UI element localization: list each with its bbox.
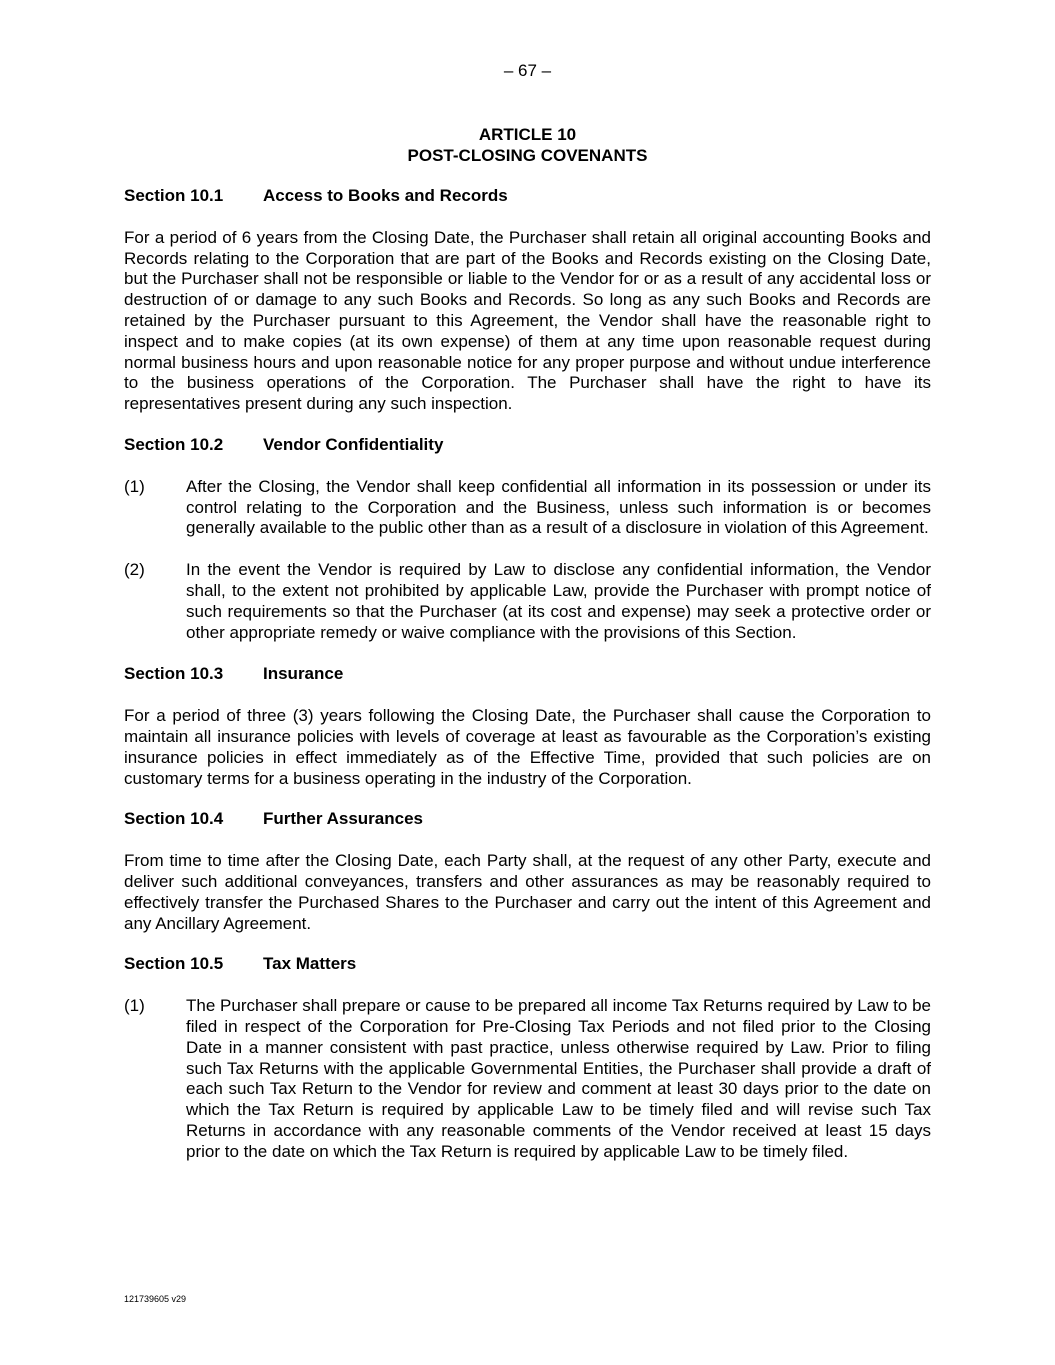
section-number: Section 10.1 xyxy=(124,186,224,205)
subsection-10-2-1 xyxy=(124,477,931,539)
section-heading-10-5 xyxy=(124,954,931,975)
section-title: Tax Matters xyxy=(263,954,357,974)
section-title: Vendor Confidentiality xyxy=(263,434,444,454)
article-heading xyxy=(0,124,1055,166)
section-number: Section 10.2 xyxy=(124,434,224,454)
section-10-1-paragraph: For a period of 6 years from the Closing Date, the Purchaser shall retain all original accounting Books and Records relating to the Corporation that are part of the Books and Records existing on the Closing Date, but the Purchaser shall not be responsible or liable to the Vendor for or as a result of any accidental loss or destruction of or damage to any such Books and Records. So long as any such Books and Records are retained by the Purchaser pursuant to this Agreement, the Vendor shall have the reasonable right to inspect and to make copies (at its own expense) of them at any time upon reasonable request during normal business hours and upon reasonable notice for any proper purpose and without undue interference to the business operations of the Corporation. The Purchaser shall have the right to have its representatives present during any such inspection. xyxy=(124,227,931,414)
subsection-text: After the Closing, the Vendor shall keep confidential all information in its possession or under its control relating to the Corporation and the Business, unless such information is or becomes generally available to the public other than as a result of a disclosure in violation of this Agreement. xyxy=(186,476,931,538)
subsection-label: (1) xyxy=(124,476,145,496)
section-title: Access to Books and Records xyxy=(263,186,508,205)
subsection-10-5-1 xyxy=(124,996,931,1162)
subsection-text: The Purchaser shall prepare or cause to be prepared all income Tax Returns required by Law to be filed in respect of the Corporation for Pre-Closing Tax Periods and not filed prior to the Closing Date in a manner consistent with past practice, unless otherwise required by Law. Prior to filing such Tax Returns with the applicable Governmental Entities, the Purchaser shall provide a draft of each such Tax Return to the Vendor for review and comment at least 30 days prior to the date on which the Tax Return is required by applicable Law to be timely filed and will revise such Tax Returns in accordance with any reasonable comments of the Vendor received at least 15 days prior to the date on which the Tax Return is required by applicable Law to be timely filed. xyxy=(186,996,931,1161)
subsection-10-2-2 xyxy=(124,560,931,643)
section-title: Insurance xyxy=(263,664,344,684)
article-number: ARTICLE 10 xyxy=(478,125,577,144)
document-id-footer: 121739605 v29 xyxy=(124,1294,187,1304)
section-heading-10-1 xyxy=(124,186,931,207)
article-title: POST-CLOSING COVENANTS xyxy=(407,146,648,165)
subsection-label: (1) xyxy=(124,996,145,1016)
section-number: Section 10.4 xyxy=(124,809,224,829)
section-heading-10-2 xyxy=(124,435,931,456)
section-title: Further Assurances xyxy=(263,809,423,829)
subsection-label: (2) xyxy=(124,560,145,580)
document-body xyxy=(124,186,931,1183)
section-heading-10-3 xyxy=(124,664,931,685)
page-number: – 67 – xyxy=(503,61,552,80)
section-heading-10-4 xyxy=(124,809,931,830)
section-number: Section 10.3 xyxy=(124,664,224,684)
section-number: Section 10.5 xyxy=(124,954,224,974)
section-10-3-paragraph: For a period of three (3) years following the Closing Date, the Purchaser shall cause the Corporation to maintain all insurance policies with levels of coverage at least as favourable as the Corporation’s existing insurance policies in effect immediately as of the Effective Time, provided that such policies are on customary terms for a business operating in the industry of the Corporation. xyxy=(124,706,931,788)
subsection-text: In the event the Vendor is required by Law to disclose any confidential information, the Vendor shall, to the extent not prohibited by applicable Law, provide the Purchaser with prompt notice of such requirements so that the Purchaser (at its cost and expense) may seek a protective order or other appropriate remedy or waive compliance with the provisions of this Section. xyxy=(186,560,931,642)
section-10-4-paragraph: From time to time after the Closing Date, each Party shall, at the request of any other Party, execute and deliver such additional conveyances, transfers and other assurances as may be reasonably required to effectively transfer the Purchased Shares to the Purchaser and carry out the intent of this Agreement and any Ancillary Agreement. xyxy=(124,851,931,933)
